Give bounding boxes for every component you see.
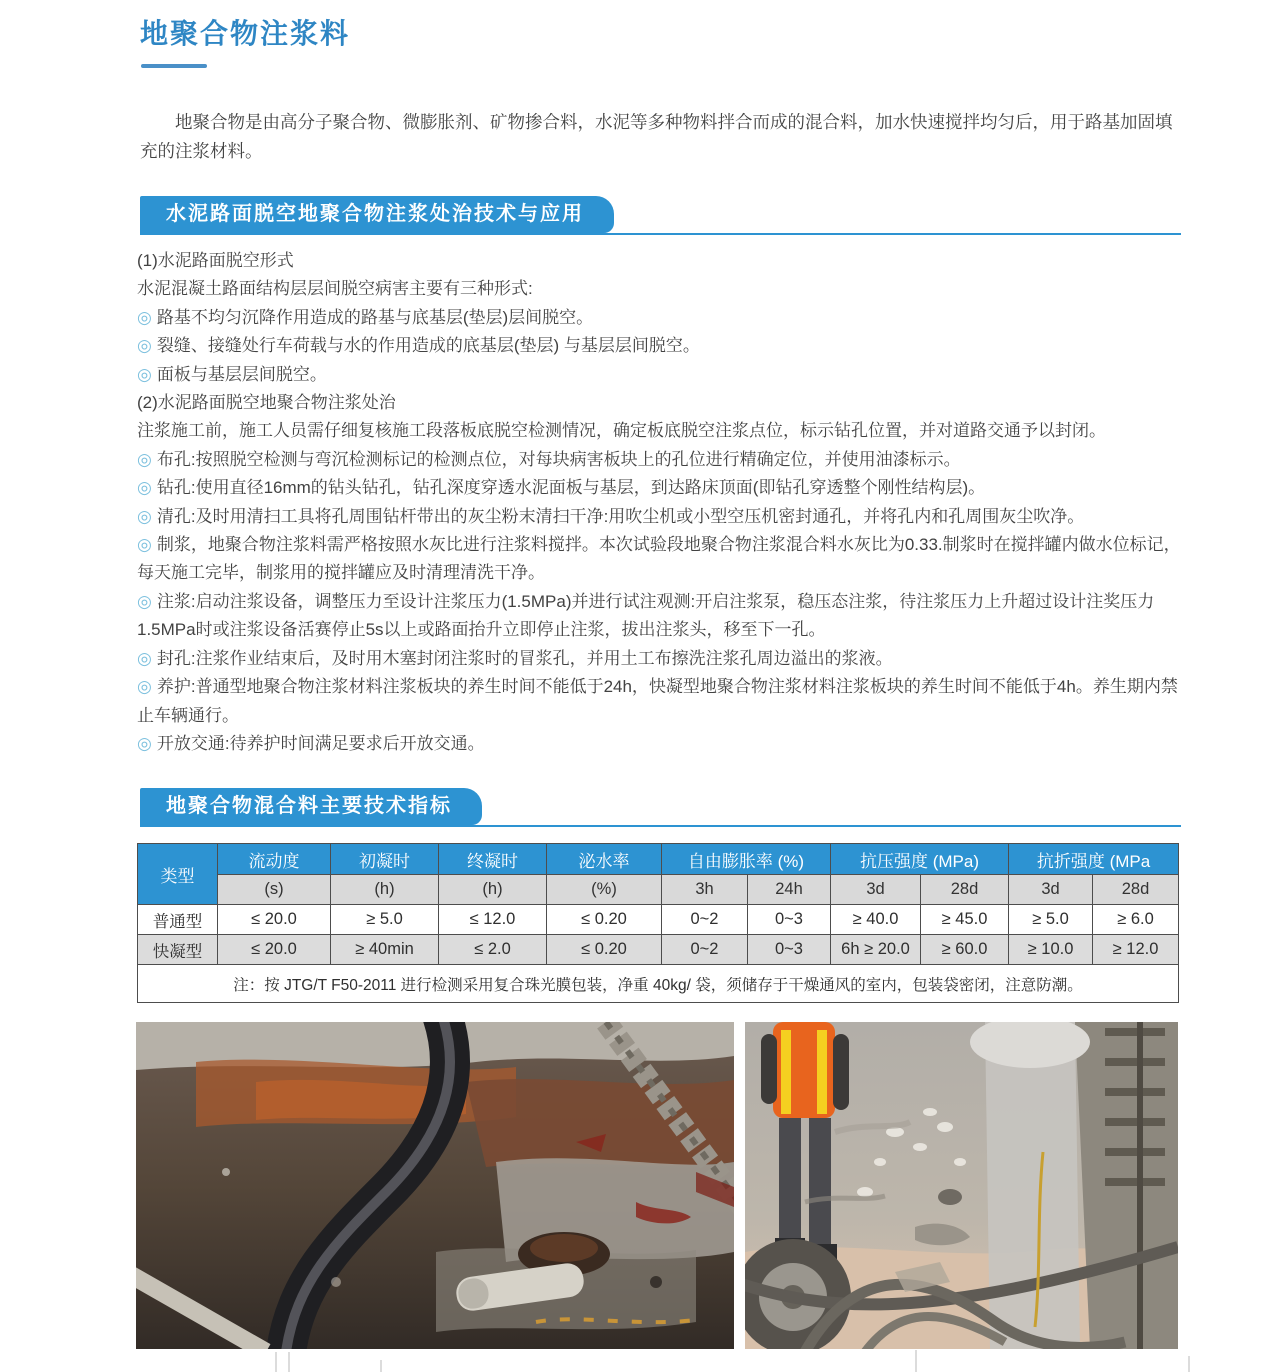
value-cell: 0~2 (662, 905, 748, 935)
value-cell: ≤ 20.0 (218, 905, 331, 935)
col-sub-header: 28d (921, 875, 1009, 905)
ghost-mark (288, 1352, 290, 1372)
table-row (138, 905, 1179, 935)
ring-bullet-icon (137, 507, 152, 526)
paragraph (137, 247, 1193, 275)
ring-bullet-icon (137, 450, 152, 469)
value-cell: ≥ 40min (331, 935, 439, 965)
col-sub-header: 3d (1009, 875, 1093, 905)
table-header-row-2 (138, 875, 1179, 905)
value-cell: 0~2 (662, 935, 748, 965)
ring-bullet-icon (137, 734, 152, 753)
table-note: 注：按 JTG/T F50-2011 进行检测采用复合珠光膜包装，净重 40kg/ 袋，须储存于干燥通风的室内，包装袋密闭，注意防潮。 (138, 965, 1179, 1003)
bullet-item (137, 730, 1193, 758)
paragraph-text: (2)水泥路面脱空地聚合物注浆处治 (137, 393, 396, 413)
value-cell: ≥ 40.0 (831, 905, 921, 935)
tech-spec-table-wrap (137, 843, 1178, 1003)
intro-paragraph: 地聚合物是由高分子聚合物、微膨胀剂、矿物掺合料，水泥等多种物料拌合而成的混合料，加水快速搅拌均匀后，用于路基加固填充的注浆材料。 (140, 112, 1173, 161)
bullet-item (137, 304, 1193, 332)
row-type-cell: 普通型 (138, 905, 218, 935)
col-group-header: 终凝时 (439, 844, 547, 875)
bullet-item (137, 645, 1193, 673)
bullet-item (137, 332, 1193, 360)
ring-bullet-icon (137, 308, 152, 327)
ring-bullet-icon (137, 677, 152, 696)
col-sub-header: (h) (439, 875, 547, 905)
bullet-item (137, 503, 1193, 531)
ring-bullet-icon (137, 592, 152, 611)
ring-bullet-icon (137, 365, 152, 384)
col-group-header: 自由膨胀率 (%) (662, 844, 831, 875)
table-header-row-1 (138, 844, 1179, 875)
ghost-mark (380, 1360, 382, 1372)
bullet-item (137, 361, 1193, 389)
bullet-item (137, 673, 1193, 730)
bullet-text: 注浆:启动注浆设备，调整压力至设计注浆压力(1.5MPa)并进行试注观测:开启注浆泵，稳压态注浆，待注浆压力上升超过设计注奖压力1.5MPa时或注浆设备活赛停止5s以上或路面抬升立即停止注浆，拔出注浆头，移至下一孔。 (137, 591, 1155, 640)
bullet-item (137, 531, 1193, 588)
bullet-text: 布孔:按照脱空检测与弯沉检测标记的检测点位，对每块病害板块上的孔位进行精确定位，并使用油漆标示。 (156, 449, 961, 469)
row-type-cell: 快凝型 (138, 935, 218, 965)
value-cell: ≤ 12.0 (439, 905, 547, 935)
bullet-text: 清孔:及时用清扫工具将孔周围钻杆带出的灰尘粉末清扫干净:用吹尘机或小型空压机密封通孔，并将孔内和孔周围灰尘吹净。 (156, 506, 1085, 526)
tech-spec-table (137, 843, 1179, 1003)
ring-bullet-icon (137, 478, 152, 497)
col-sub-header: (%) (547, 875, 662, 905)
col-sub-header: 3d (831, 875, 921, 905)
bullet-text: 路基不均匀沉降作用造成的路基与底基层(垫层)层间脱空。 (156, 307, 594, 327)
value-cell: ≤ 0.20 (547, 935, 662, 965)
bullet-text: 钻孔:使用直径16mm的钻头钻孔，钻孔深度穿透水泥面板与基层，到达路床顶面(即钻孔穿透整个刚性结构层)。 (156, 478, 986, 498)
bullet-item (137, 588, 1193, 645)
page-title: 地聚合物注浆料 (140, 18, 351, 49)
table-note-row (138, 965, 1179, 1003)
ghost-mark (1188, 1356, 1190, 1372)
value-cell: ≥ 12.0 (1093, 935, 1179, 965)
bullet-item (137, 474, 1193, 502)
ghost-mark (915, 1350, 917, 1372)
bullet-text: 封孔:注浆作业结束后，及时用木塞封闭注浆时的冒浆孔，并用土工布擦洗注浆孔周边溢出的浆液。 (156, 648, 893, 668)
section1-body (137, 247, 1193, 758)
ring-bullet-icon (137, 649, 152, 668)
col-group-header: 泌水率 (547, 844, 662, 875)
value-cell: ≤ 2.0 (439, 935, 547, 965)
bullet-text: 养护:普通型地聚合物注浆材料注浆板块的养生时间不能低于24h，快凝型地聚合物注浆材料注浆板块的养生时间不能低于4h。养生期内禁止车辆通行。 (137, 677, 1178, 725)
paragraph-text: (1)水泥路面脱空形式 (137, 251, 294, 270)
ghost-mark (275, 1352, 277, 1372)
paragraph (137, 275, 1193, 303)
col-group-header: 抗压强度 (MPa) (831, 844, 1009, 875)
paragraph (137, 389, 1193, 417)
col-sub-header: (h) (331, 875, 439, 905)
value-cell: ≤ 20.0 (218, 935, 331, 965)
col-group-header: 抗折强度 (MPa (1009, 844, 1179, 875)
bullet-text: 制浆，地聚合物注浆料需严格按照水灰比进行注浆料搅拌。本次试验段地聚合物注浆混合料水灰比为0.33.制浆时在搅拌罐内做水位标记，每天施工完毕，制浆用的搅拌罐应及时清理清洗干净。 (137, 535, 1181, 583)
photo-grouting-hose-on-pavement (136, 1022, 734, 1349)
value-cell: ≥ 6.0 (1093, 905, 1179, 935)
col-sub-header: 28d (1093, 875, 1179, 905)
col-sub-header: (s) (218, 875, 331, 905)
section1-heading: 水泥路面脱空地聚合物注浆处治技术与应用 (140, 196, 614, 233)
col-sub-header: 3h (662, 875, 748, 905)
value-cell: ≥ 45.0 (921, 905, 1009, 935)
col-group-header: 流动度 (218, 844, 331, 875)
bullet-item (137, 446, 1193, 474)
value-cell: 0~3 (748, 905, 831, 935)
col-type-header: 类型 (138, 844, 218, 905)
bullet-text: 开放交通:待养护时间满足要求后开放交通。 (156, 733, 485, 753)
ring-bullet-icon (137, 535, 152, 554)
bullet-text: 面板与基层层间脱空。 (156, 364, 327, 384)
value-cell: ≥ 5.0 (331, 905, 439, 935)
value-cell: 6h ≥ 20.0 (831, 935, 921, 965)
ring-bullet-icon (137, 336, 152, 355)
bullet-text: 裂缝、接缝处行车荷载与水的作用造成的底基层(垫层) 与基层层间脱空。 (156, 336, 700, 356)
value-cell: ≥ 5.0 (1009, 905, 1093, 935)
paragraph (137, 417, 1193, 445)
value-cell: ≤ 0.20 (547, 905, 662, 935)
value-cell: 0~3 (748, 935, 831, 965)
col-group-header: 初凝时 (331, 844, 439, 875)
col-sub-header: 24h (748, 875, 831, 905)
photo-worker-grouting-site (745, 1022, 1178, 1349)
section2-heading: 地聚合物混合料主要技术指标 (140, 788, 482, 825)
paragraph-text: 水泥混凝土路面结构层层间脱空病害主要有三种形式: (137, 279, 533, 299)
section2-banner-row (140, 788, 1181, 827)
title-divider (141, 64, 207, 68)
table-row (138, 935, 1179, 965)
value-cell: ≥ 10.0 (1009, 935, 1093, 965)
paragraph-text: 注浆施工前，施工人员需仔细复核施工段落板底脱空检测情况，确定板底脱空注浆点位，标示钻孔位置，并对道路交通予以封闭。 (137, 421, 1106, 441)
value-cell: ≥ 60.0 (921, 935, 1009, 965)
section1-banner-row (140, 196, 1181, 235)
